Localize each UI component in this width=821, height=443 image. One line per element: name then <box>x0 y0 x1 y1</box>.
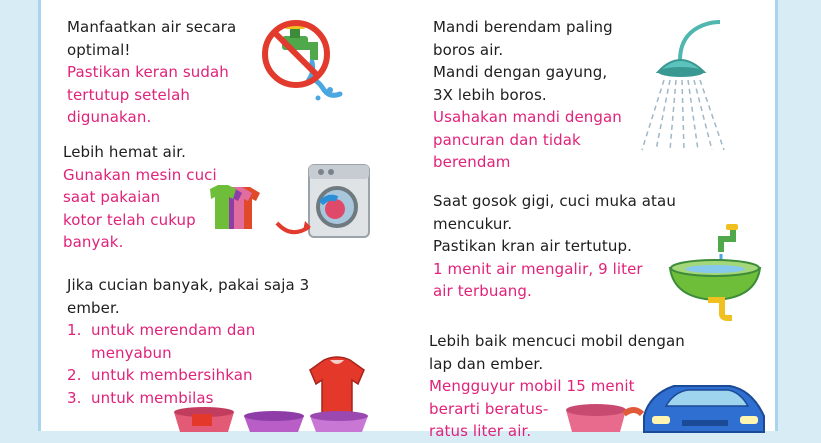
list-item <box>67 364 309 387</box>
tip-brushing-heading-1: Saat gosok gigi, cuci muka atau <box>433 192 676 210</box>
tip-washing-heading: Lebih hemat air. <box>63 143 186 161</box>
tip-brushing-detail-1: 1 menit air mengalir, 9 liter <box>433 259 643 278</box>
tip-bathing-detail-1: Usahakan mandi dengan <box>433 108 622 126</box>
tip-washing-detail-1: Gunakan mesin cuci <box>63 165 217 184</box>
tip-washing-detail-4: banyak. <box>63 233 124 251</box>
tip-bathing-detail-3: berendam <box>433 153 511 171</box>
list-text: untuk membersihkan <box>91 366 253 384</box>
tip-brushing-heading-3: Pastikan kran air tertutup. <box>433 237 632 255</box>
tip-car-detail-1: Mengguyur mobil 15 menit <box>429 377 635 395</box>
no-faucet-icon <box>258 14 348 110</box>
sink-faucet-icon <box>668 222 762 322</box>
buckets-icon <box>160 404 370 431</box>
list-text: untuk merendam dan <box>91 321 256 339</box>
tip-buckets <box>67 274 309 409</box>
tip-bathing-heading-1: Mandi berendam paling <box>433 18 613 36</box>
tip-faucet <box>67 16 236 129</box>
tip-faucet-heading-1: Manfaatkan air secara <box>67 18 237 36</box>
tip-car-detail-3: ratus liter air. <box>429 422 532 440</box>
tip-faucet-heading-2: optimal! <box>67 40 131 59</box>
clothes-icon <box>210 183 276 233</box>
tip-bathing-heading-2: boros air. <box>433 40 504 59</box>
tip-brushing-detail-2: air terbuang. <box>433 282 532 300</box>
list-text: untuk membilas <box>91 388 214 407</box>
tip-brushing-heading-2: mencukur. <box>433 214 513 233</box>
tip-faucet-detail-2: tertutup setelah <box>67 85 190 104</box>
tip-buckets-heading-1: Jika cucian banyak, pakai saja 3 <box>67 276 310 294</box>
washing-machine-icon <box>275 163 371 241</box>
list-number: 1. <box>67 321 82 339</box>
list-text: menyabun <box>91 343 172 362</box>
car-icon <box>562 376 772 431</box>
shower-icon <box>640 20 730 156</box>
tip-faucet-detail-3: digunakan. <box>67 108 152 126</box>
tip-buckets-heading-2: ember. <box>67 298 120 317</box>
tip-car-heading-1: Lebih baik mencuci mobil dengan <box>429 332 685 350</box>
tip-washing-detail-3: kotor telah cukup <box>63 210 196 229</box>
bucket-steps-list <box>67 319 309 409</box>
tip-bathing-heading-3: Mandi dengan gayung, <box>433 63 608 81</box>
tip-washing-detail-2: saat pakaian <box>63 188 161 206</box>
tip-brushing <box>433 190 676 303</box>
tip-car-detail-2: berarti beratus- <box>429 399 549 418</box>
tip-washing <box>63 141 217 254</box>
tip-bathing-heading-4: 3X lebih boros. <box>433 85 547 104</box>
list-item <box>67 342 309 365</box>
tip-bathing-detail-2: pancuran dan tidak <box>433 130 581 149</box>
tip-car-heading-2: lap dan ember. <box>429 354 544 373</box>
tip-faucet-detail-1: Pastikan keran sudah <box>67 63 229 81</box>
list-number: 2. <box>67 366 82 384</box>
list-item <box>67 319 309 342</box>
list-number <box>67 342 91 365</box>
tip-bathing <box>433 16 622 174</box>
list-number: 3. <box>67 388 82 407</box>
